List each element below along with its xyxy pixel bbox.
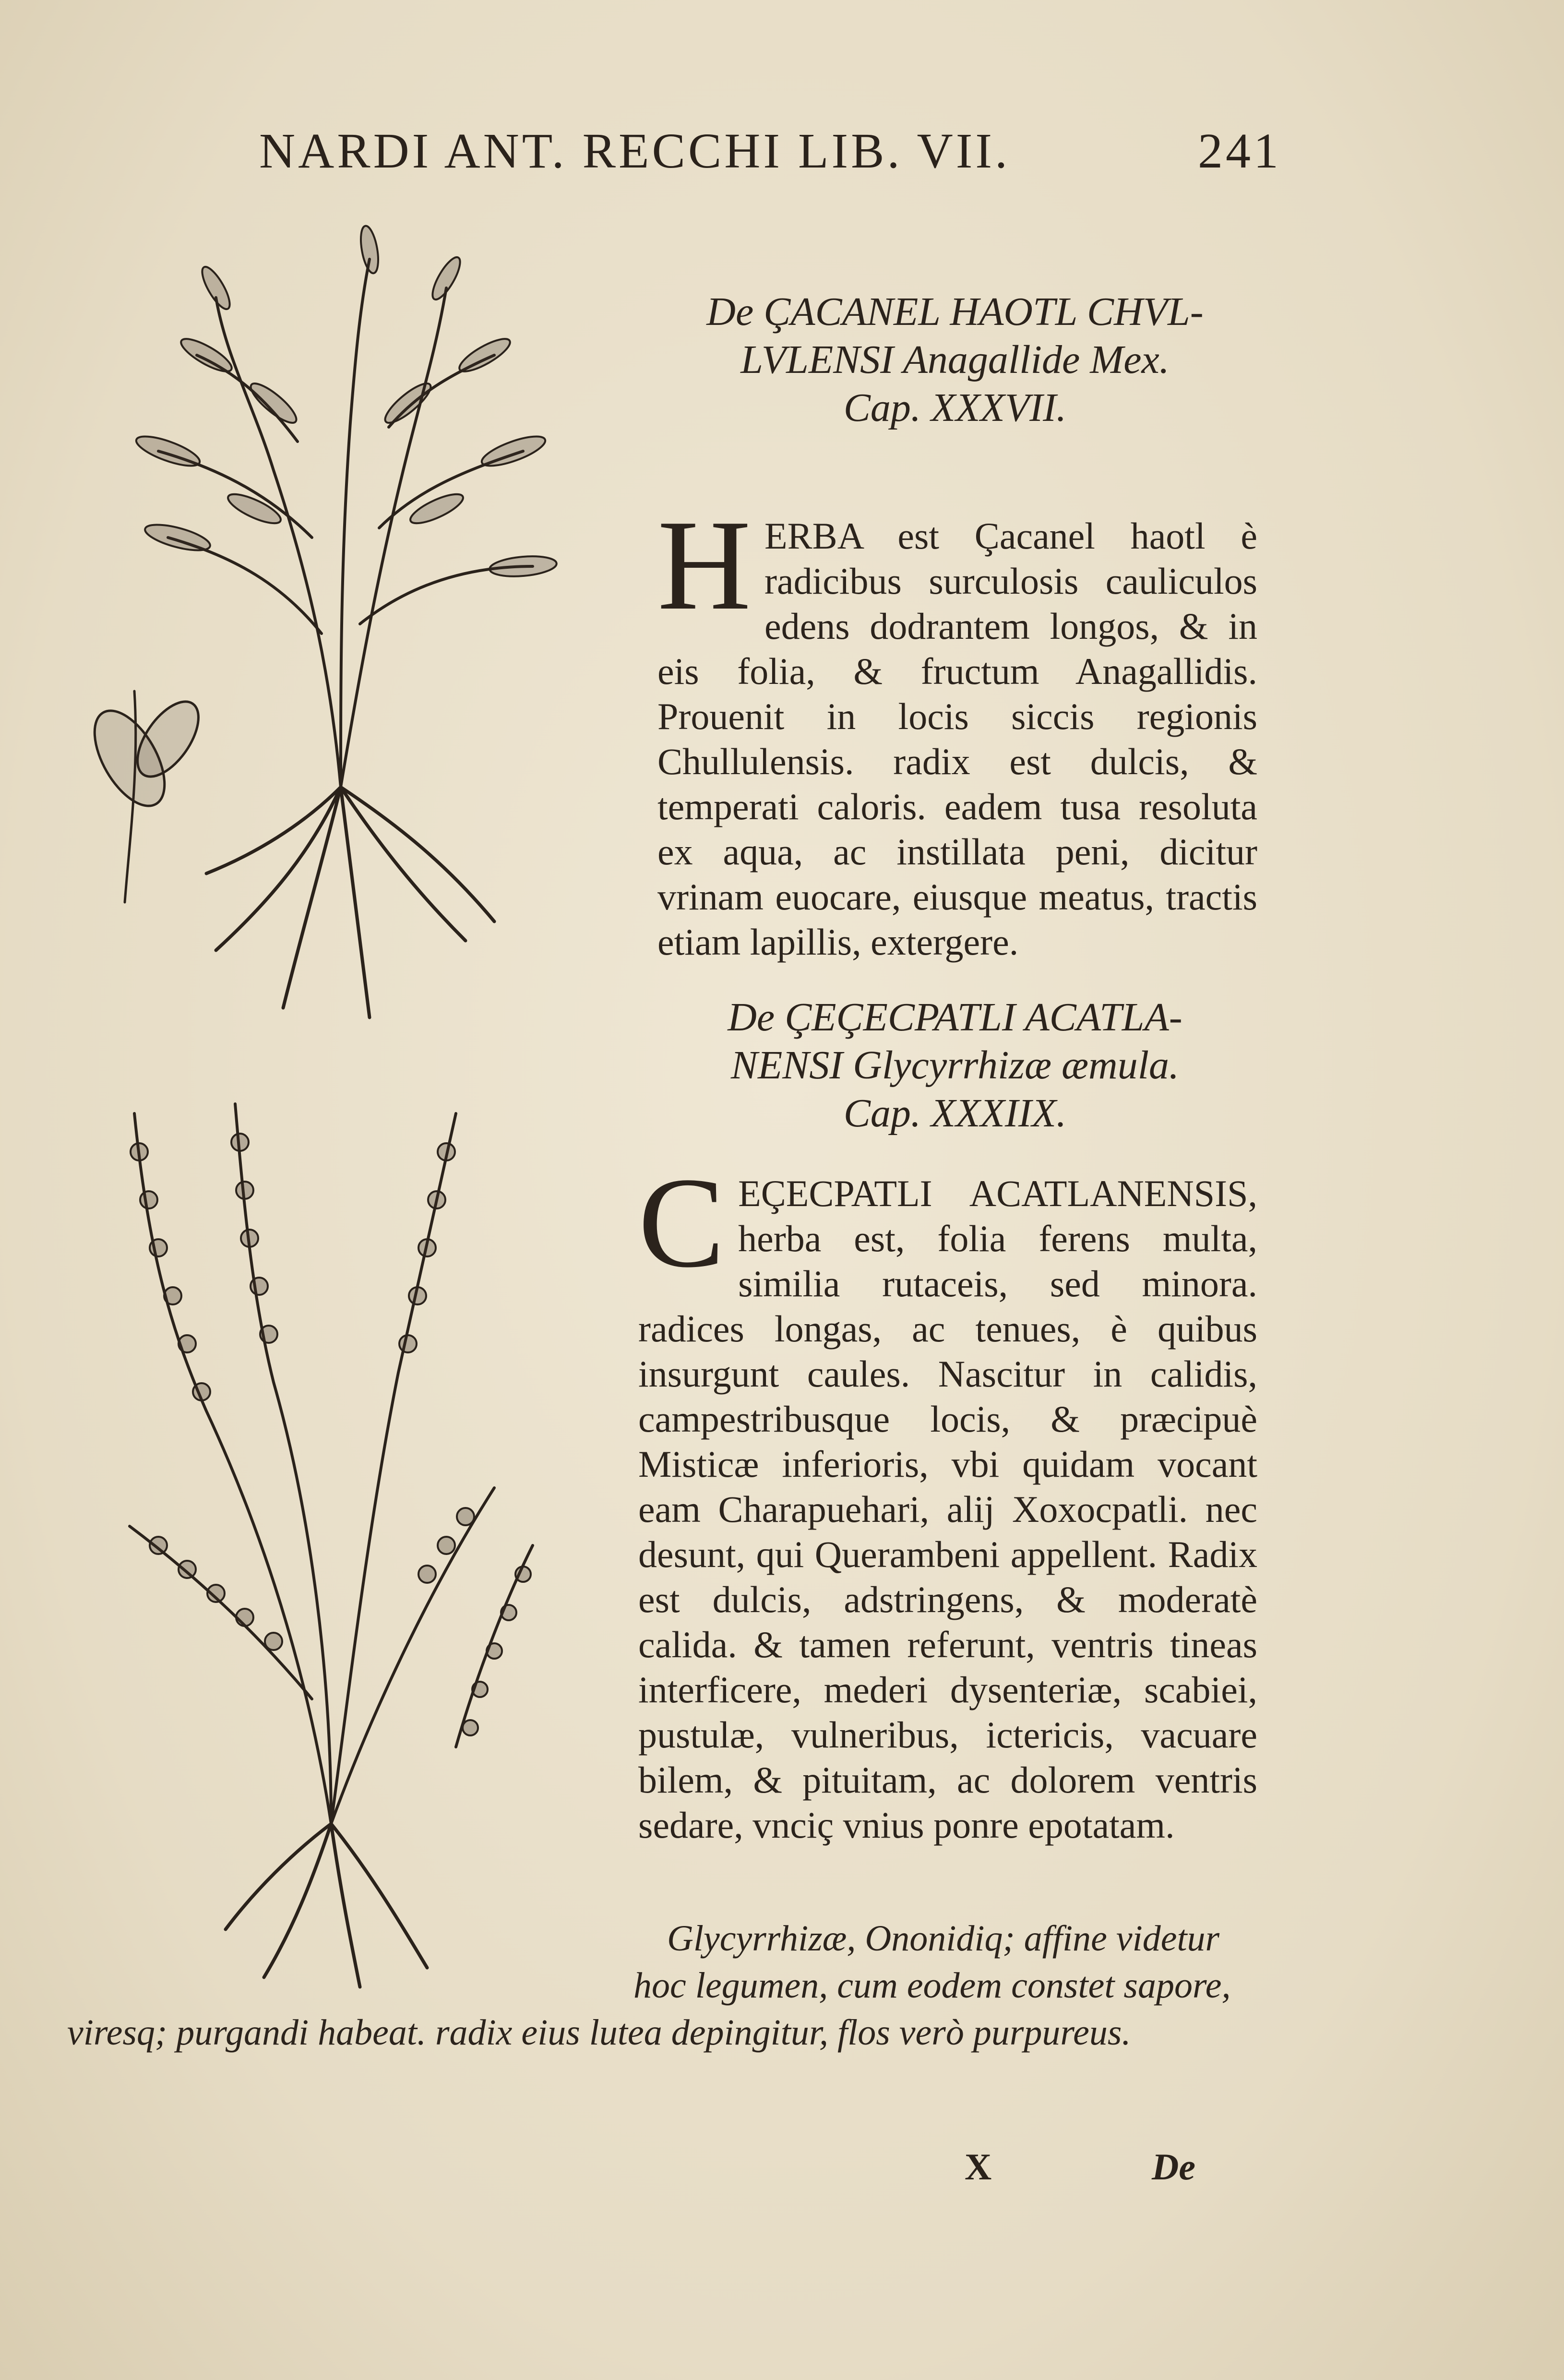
- chapter-37-body: ERBA est Çacanel haotl è radicibus surculosis cauliculos edens dodrantem longos, & in eis folia, & fructum Anagallidis. Prouenit in locis siccis regionis Chullulensis. radix est dulcis, & temperati caloris. eadem tusa resoluta ex aqua, ac instillata peni, dicitur vrinam euocare, eiusque meatus, tractis etiam lapillis, extergere.: [657, 515, 1257, 963]
- chapter-37-heading: [638, 288, 1272, 432]
- annotation-note: [67, 1915, 1267, 2056]
- note-line-2: hoc legumen, cum eodem constet sapore,: [633, 1965, 1231, 2006]
- chapter-38-title-line-3: Cap. XXXIIX.: [843, 1091, 1067, 1136]
- catchword: De: [1152, 2146, 1195, 2188]
- note-line-1: Glycyrrhizæ, Ononidiq; affine videtur: [667, 1918, 1220, 1959]
- chapter-38-text: [638, 1151, 1257, 1848]
- chapter-37-drop-cap: H: [657, 493, 751, 637]
- running-header: [259, 122, 1281, 185]
- chapter-38-body: EÇECPATLI ACATLANENSIS, herba est, folia ferens multa, similia rutaceis, sed minora. radices longas, ac tenues, è quibus insurgunt caules. Nascitur in calidis, campestribusque locis, & præcipuè Misticæ inferioris, vbi quidam vocant eam Charapuehari, alij Xoxocpatli. nec desunt, qui Querambeni appellent. Radix est dulcis, adstringens, & moderatè calida. & tamen referunt, ventris tineas interficere, mederi dysenteriæ, scabiei, pustulæ, vulneribus, ictericis, vacuare bilem, & pituitam, ac dolorem ventris sedare, vnciç vnius ponre epotatam.: [638, 1172, 1257, 1846]
- chapter-37-title-line-1: De ÇACANEL HAOTL CHVL-: [706, 289, 1204, 334]
- page-number: 241: [1198, 123, 1281, 179]
- signature-mark: X: [965, 2146, 992, 2188]
- chapter-37-title-line-2: LVLENSI Anagallide Mex.: [740, 337, 1170, 382]
- running-title: NARDI ANT. RECCHI LIB. VII.: [259, 123, 1010, 179]
- chapter-38-title-line-2: NENSI Glycyrrhizæ æmula.: [730, 1043, 1180, 1088]
- note-line-3: viresq; purgandi habeat. radix eius lutea depingitur, flos verò purpureus.: [67, 2012, 1131, 2053]
- chapter-37-title-line-3: Cap. XXXVII.: [843, 385, 1067, 430]
- chapter-37-text: [657, 493, 1257, 965]
- chapter-38-heading: [638, 993, 1272, 1137]
- chapter-38-drop-cap: C: [638, 1151, 725, 1294]
- woodcut-glycyrrhiza-illustration: [62, 1075, 552, 1997]
- woodcut-anagallis-illustration: [72, 202, 609, 1056]
- chapter-38-title-line-1: De ÇEÇECPATLI ACATLA-: [728, 995, 1182, 1040]
